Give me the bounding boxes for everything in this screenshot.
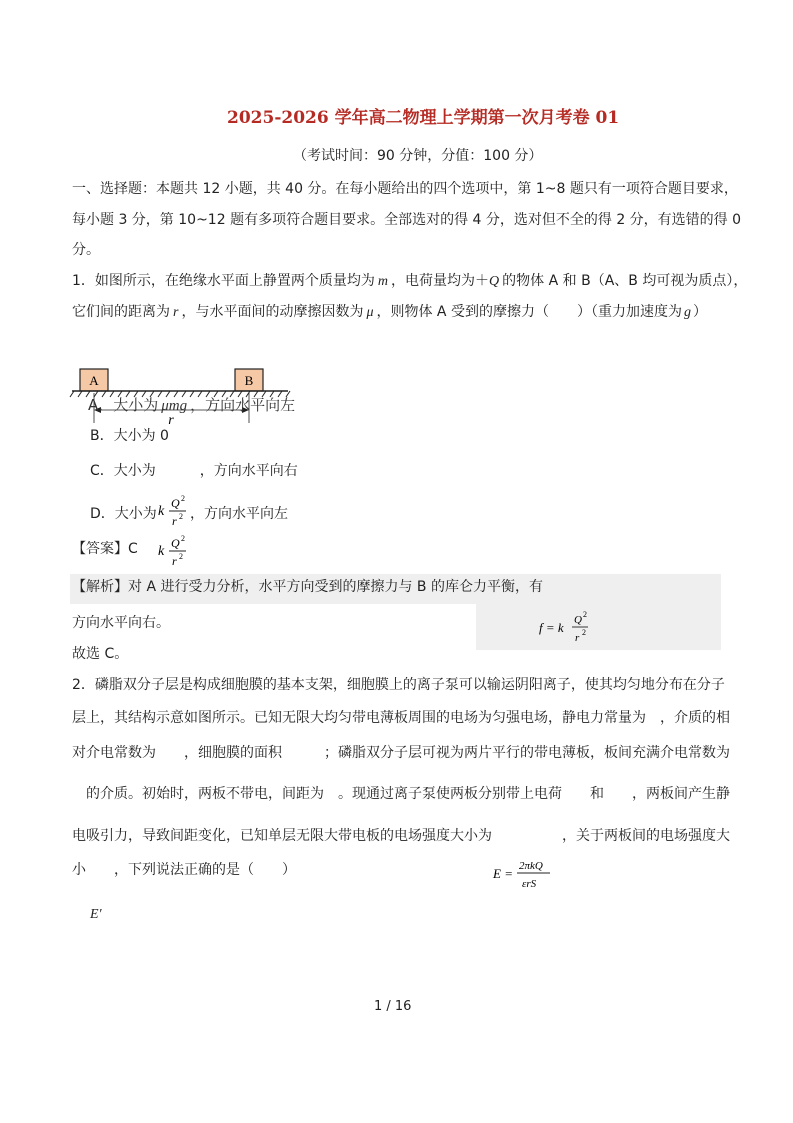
svg-text:r: r — [172, 514, 177, 528]
distance-label: r — [168, 413, 174, 428]
block-b-label: B — [244, 373, 254, 388]
svg-text:2: 2 — [181, 534, 185, 543]
svg-text:2: 2 — [583, 610, 587, 619]
svg-text:εrS: εrS — [522, 878, 537, 890]
question-2-line-5: 电吸引力，导致间距变化，已知单层无限大带电板的电场强度大小为 ，关于两板间的电场强度大 — [72, 828, 730, 844]
option-c: C．大小为 ，方向水平向右 — [90, 463, 298, 479]
question-1-stem-line-1: 1．如图所示，在绝缘水平面上静置两个质量均为 m ，电荷量均为＋Q 的物体 A 和 B（A、B 均可视为质点）， — [72, 273, 748, 289]
svg-text:f = k: f = k — [539, 620, 564, 635]
section-instructions-line-1: 一、选择题：本题共 12 小题，共 40 分。在每小题给出的四个选项中，第 1~8 题只有一项符合题目要求， — [72, 181, 738, 197]
analysis-line — [72, 578, 543, 596]
var-m: m — [377, 274, 389, 289]
answer-value: C — [128, 541, 138, 557]
block-a-label: A — [89, 373, 99, 388]
option-b: B．大小为 0 — [90, 428, 169, 444]
question-2-line-3: 对介电常数为 ，细胞膜的面积 ；磷脂双分子层可视为两片平行的带电薄板，板间充满介电常数为 — [72, 745, 730, 761]
option-d-text-before: D．大小为 — [90, 506, 157, 522]
analysis-shade-right — [476, 604, 721, 650]
var-mu: μ — [366, 305, 374, 320]
page-title: 2025-2026 学年高二物理上学期第一次月考卷 01 — [227, 108, 620, 128]
analysis-formula — [538, 610, 598, 646]
svg-text:Q: Q — [171, 536, 180, 550]
question-2-line-4: 的介质。初始时，两板不带电，间距为 。现通过离子泵使两板分别带上电荷 和 ，两板间产生静 — [72, 786, 730, 802]
question-2-formula — [492, 856, 562, 894]
var-q: Q — [489, 274, 500, 289]
analysis-label: 【解析】 — [72, 579, 128, 595]
svg-text:2: 2 — [181, 494, 185, 503]
svg-text:E =: E = — [493, 866, 513, 881]
svg-text:r: r — [575, 632, 580, 644]
question-2-line-6: 小 ，下列说法正确的是（ ） — [72, 862, 296, 878]
stray-symbol: E′ — [90, 907, 102, 922]
var-r: r — [173, 305, 179, 320]
answer-label: 【答案】 — [72, 541, 128, 557]
question-2-line-2: 层上，其结构示意如图所示。已知无限大均匀带电薄板周围的电场为匀强电场，静电力常量为 ，介质的相 — [72, 710, 730, 726]
svg-text:2πkQ: 2πkQ — [519, 860, 543, 872]
option-d-text-after: ，方向水平向左 — [190, 506, 288, 522]
option-a-expression: μmg — [161, 398, 188, 414]
page-number: 1 / 16 — [374, 999, 412, 1014]
analysis-direction: 方向水平向右。 — [72, 615, 170, 631]
answer-fraction — [156, 534, 188, 570]
answer-line — [72, 540, 138, 558]
svg-text:Q: Q — [574, 614, 582, 626]
section-instructions-line-3: 分。 — [72, 242, 100, 258]
svg-text:k: k — [158, 504, 165, 519]
question-2-line-1: 2．磷脂双分子层是构成细胞膜的基本支架，细胞膜上的离子泵可以输运阴阳离子，使其均匀地分布在分子 — [72, 677, 725, 693]
option-d-fraction — [156, 494, 188, 530]
svg-text:k: k — [158, 544, 165, 559]
section-instructions-line-2: 每小题 3 分，第 10~12 题有多项符合题目要求。全部选对的得 4 分，选对但不全的得 2 分，有选错的得 0 — [72, 212, 742, 228]
svg-text:r: r — [172, 554, 177, 568]
question-1-stem-line-2: 它们间的距离为 r ，与水平面间的动摩擦因数为 μ ，则物体 A 受到的摩擦力（ ）（重力加速度为 g ） — [72, 304, 707, 320]
svg-text:Q: Q — [171, 496, 180, 510]
svg-text:2: 2 — [179, 512, 183, 521]
var-g: g — [683, 305, 691, 320]
exam-info: （考试时间：90 分钟，分值：100 分） — [293, 148, 543, 164]
svg-text:2: 2 — [179, 552, 183, 561]
option-a: A．大小为 μmg ，方向水平向左 — [88, 396, 296, 414]
analysis-text: 对 A 进行受力分析，水平方向受到的摩擦力与 B 的库仑力平衡，有 — [128, 579, 543, 595]
analysis-conclusion: 故选 C。 — [72, 646, 129, 662]
svg-text:2: 2 — [582, 628, 586, 637]
